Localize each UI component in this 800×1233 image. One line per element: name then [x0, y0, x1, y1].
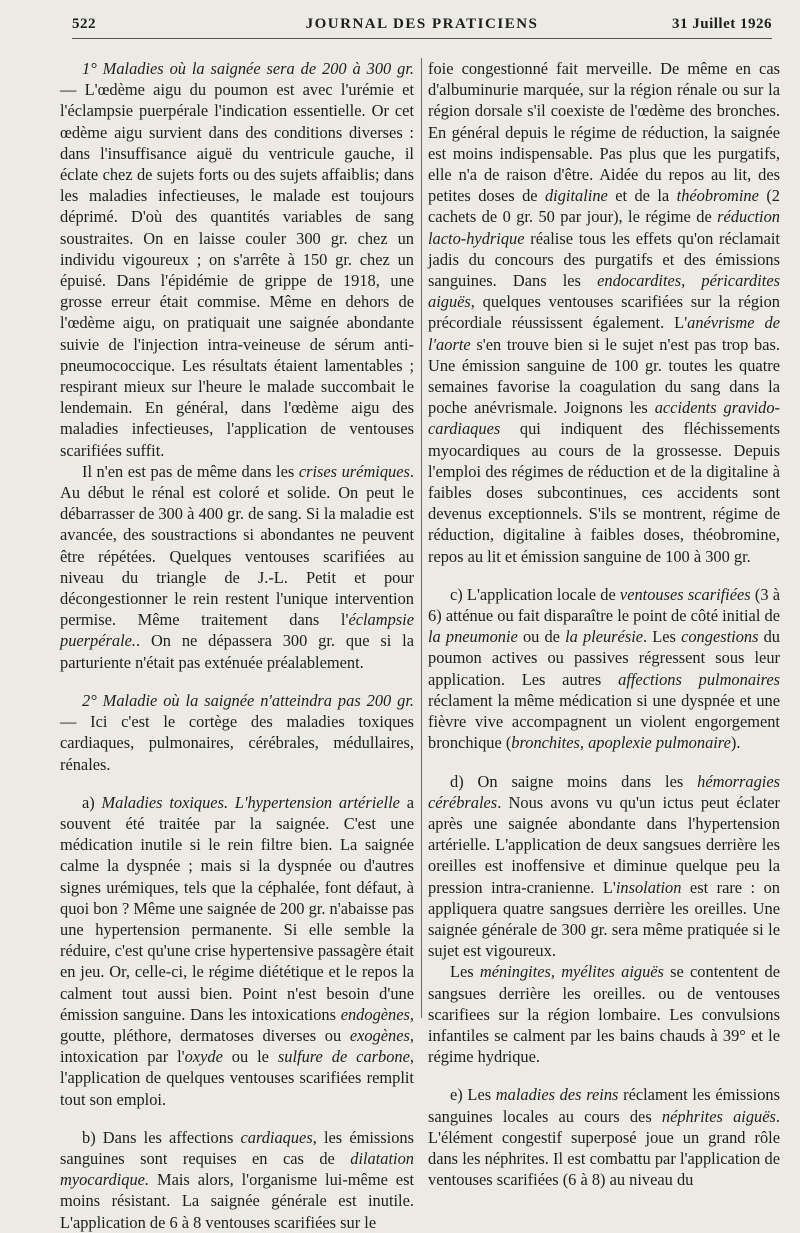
- paragraph-text: . On ne dépassera 300 gr. que si la parturiente n'était pas exténuée préalablement.: [60, 631, 414, 672]
- paragraph-text: , l'application de quelques ventouses scarifiées remplit tout son emploi.: [60, 1047, 414, 1109]
- paragraph-meningites: [428, 961, 780, 1067]
- paragraph-oedeme-aigu: [60, 58, 414, 461]
- paragraph-text: d) On saigne moins dans les: [450, 771, 698, 791]
- paragraph-text: — Ici c'est le cortège des maladies toxiques cardiaques, pulmonaires, cérébrales, médullaires, rénales.: [60, 712, 414, 774]
- paragraph-text: — L'œdème aigu du poumon est avec l'urémie et l'éclampsie puerpérale l'indication essentielle. Or cet œdème aigu survient dans des conditions diverses : dans l'insuffisance aiguë du ventricule gauche, il éclate chez de sujets forts ou des sujets affaiblis; dans les maladies infectieuses, le malade est toujours déprimé. D'où des quantités variables de sang soustraites. On en laisse couler 300 gr. chez un individu vigoureux ; on s'arrête à 150 gr. chez un épuisé. Dans l'épidémie de grippe de 1918, une grosse erreur était commise. Même en dehors de l'œdème aigu, on pratiquait une saignée abondante suivie de l'injection intra-veineuse de sérum anti-pneumococcique. Les résultats étaient lamentables ; respirant mieux sur l'heure le malade succombait le lendemain. En général, dans l'œdème aigu des maladies infectieuses, l'application de ventouses scarifiées suffit.: [60, 80, 414, 460]
- paragraph-text: ou de: [517, 627, 566, 647]
- paragraph-text: , quelques ventouses scarifiées sur la région précordiale réussissent également. L': [428, 292, 780, 333]
- paragraph-text: (3 à 6) atténue ou fait disparaître le point de côté initial de: [428, 584, 781, 626]
- paragraph-text: Mais alors, l'organisme lui-même est moins résistant. La saignée générale est inutile. L'application de 6 à 8 ventouses scarifiées sur le: [60, 1170, 414, 1232]
- emphasis: endocardites, péricardites aiguës: [428, 271, 780, 312]
- paragraph-text: ).: [730, 733, 741, 753]
- paragraph-text: , intoxication par l': [60, 1025, 414, 1067]
- page-number: 522: [72, 16, 96, 32]
- paragraph-text: réclament les émissions sanguines locales au cours des: [428, 1085, 780, 1126]
- paragraph-foie-congestionne: [428, 58, 780, 567]
- running-header: [72, 14, 772, 39]
- section-heading-1: 1° Maladies où la saignée sera de 200 à 300 gr.: [82, 59, 414, 78]
- paragraph-text: a): [82, 792, 102, 812]
- emphasis: cardiaques: [240, 1127, 313, 1147]
- emphasis: crises urémiques: [298, 461, 410, 481]
- paragraph-crises-uremiques: [60, 461, 414, 673]
- right-column: [428, 58, 780, 1190]
- paragraph-text: du poumon actives ou passives régressent sous leur application. Les autres: [428, 627, 781, 689]
- paragraph-text: foie congestionné fait merveille. De même en cas d'albuminurie marquée, sur la région rénale ou sur la région dorsale s'il coexiste de l'œdème des bronches. En général depuis le régime de réduction, la saignée est moins indispensable. Pas plus que les purgatifs, elle n'a de raison d'être. Aidée du repos au lit, des petites doses de: [428, 59, 780, 206]
- paragraph-text: . Au début le rénal est coloré et solide. On peut le débarrasser de 300 à 400 gr. de sang. Si la maladie est avancée, des soustractions si abondantes ne peuvent être répétées. Quelques ventouses scarifiées au niveau du triangle de J.-L. Petit et pour décongestionner le rein restent l'unique intervention permise. Même traitement dans l': [60, 461, 414, 630]
- emphasis: bronchites, apoplexie pulmonaire: [511, 733, 731, 753]
- emphasis: méningites, myélites aiguës: [479, 962, 664, 982]
- paragraph-text: . Les: [643, 627, 682, 647]
- column-divider: [421, 58, 422, 1018]
- paragraph-text: s'en trouve bien si le sujet n'est pas trop bas. Une émission sanguine de 100 gr. toutes les quatre semaines favorise la coagulation du sang dans la poche anévrismale. Joignons les: [428, 334, 780, 418]
- paragraph-text: Il n'en est pas de même dans les: [82, 461, 299, 481]
- paragraph-text: , goutte, pléthore, dermatoses diverses ou: [60, 1004, 414, 1045]
- section-heading-2: 2° Maladie où la saignée n'atteindra pas 200 gr.: [82, 690, 414, 710]
- emphasis: hémorragies cérébrales: [428, 771, 780, 812]
- paragraph-text: , les émissions sanguines sont requises en cas de: [60, 1127, 414, 1168]
- emphasis: la pneumonie: [428, 627, 518, 647]
- paragraph-text: a souvent été traitée par la saignée. C'est une médication inutile si le rein filtre bien. La saignée calme la dyspnée ; mais si la dyspnée ou d'autres signes urémiques, tels que la céphalée, font défaut, à quoi bon ? Même une saignée de 200 gr. n'abaisse pas une hypertension permanente. Si elle semble la réduire, c'est qu'une crise hypertensive passagère était en jeu. Or, celle-ci, le régime diététique et le repos la calment tout aussi bien. Point n'est besoin d'une émission sanguine. Dans les intoxications: [60, 792, 414, 1024]
- emphasis: la pleurésie: [565, 627, 644, 647]
- emphasis: anévrisme de l'aorte: [428, 313, 780, 354]
- emphasis: digitaline: [544, 186, 608, 206]
- paragraph-text: réclament la même médication si une dyspnée et une fièvre vive accompagnent un violent engorgement bronchique (: [428, 690, 780, 753]
- emphasis: insolation: [615, 877, 682, 897]
- paragraph-text: . Nous avons vu qu'un ictus peut éclater après une saignée abondante dans l'hypertension artérielle. L'application de deux sangsues derrière les oreilles est inoffensive et diminue quelque peu la pression intra-cranienne. L': [428, 792, 780, 897]
- paragraph-text: (2 cachets de 0 gr. 50 par jour), le régime de: [428, 186, 780, 227]
- left-column: [60, 58, 414, 1233]
- paragraph-affections-cardiaques: [60, 1127, 414, 1233]
- paragraph-text: est rare : on appliquera quatre sangsues derrière les oreilles. Une saignée générale de 300 gr. sera même pratiquée si le sujet est vigoureux.: [428, 877, 780, 961]
- emphasis: affections pulmonaires: [618, 669, 780, 689]
- paragraph-text: et de la: [607, 186, 677, 206]
- paragraph-text: Les: [450, 962, 480, 982]
- emphasis: oxyde: [184, 1047, 223, 1067]
- emphasis: réduction lacto-hydrique: [428, 207, 780, 248]
- paragraph-text: c) L'application locale de: [450, 584, 620, 604]
- paragraph-ventouses-scarifiees: [428, 584, 780, 754]
- emphasis: ventouses scarifiées: [619, 584, 751, 604]
- paragraph-text: réalise tous les effets qu'on réclamait jadis du concours des purgatifs et des émissions sanguines. Dans les: [428, 228, 780, 291]
- journal-title: JOURNAL DES PRATICIENS: [305, 16, 539, 32]
- paragraph-text: . L'élément congestif superposé joue un grand rôle dans les néphrites. Il est combattu par l'application de ventouses scarifiées (6 à 8) au niveau du: [428, 1106, 780, 1190]
- paragraph-text: qui indiquent des fléchissements myocardiques au cours de la grossesse. Depuis l'emploi des régimes de réduction et de la digitaline à faibles doses subcontinues, ces accidents sont devenus exceptionnels. S'ils se montrent, régime de réduction, digitaline à faibles doses, théobromine, repos au lit et émission sanguine de 100 à 300 gr.: [428, 419, 780, 566]
- paragraph-text: ou le: [222, 1047, 278, 1067]
- emphasis: dilatation myocardique.: [60, 1148, 414, 1190]
- paragraph-maladie-2: [60, 690, 414, 775]
- emphasis: Maladies toxiques. L'hypertension artérielle: [101, 792, 400, 812]
- paragraph-text: se contentent de sangsues derrière les oreilles. ou de ventouses scarifiees sur la région lombaire. Les convulsions infantiles se calment par les bains chauds à 39° et le régime hydrique.: [428, 962, 780, 1067]
- emphasis: accidents gravido-cardiaques: [428, 398, 780, 439]
- paragraph-text: b) Dans les affections: [82, 1127, 241, 1147]
- emphasis: néphrites aiguës: [661, 1106, 776, 1126]
- issue-date: 31 Juillet 1926: [672, 16, 772, 32]
- emphasis: théobromine: [676, 186, 759, 206]
- emphasis: sulfure de carbone: [277, 1047, 410, 1067]
- emphasis: exogènes: [349, 1025, 410, 1045]
- paragraph-maladies-toxiques: [60, 792, 414, 1110]
- paragraph-maladies-des-reins: [428, 1084, 780, 1190]
- paragraph-text: e) Les: [450, 1085, 496, 1105]
- emphasis: maladies des reins: [495, 1085, 619, 1105]
- emphasis: éclampsie puerpérale.: [60, 610, 414, 651]
- paragraph-hemorragies-cerebrales: [428, 771, 780, 962]
- emphasis: endogènes: [340, 1004, 410, 1024]
- emphasis: congestions: [681, 627, 759, 647]
